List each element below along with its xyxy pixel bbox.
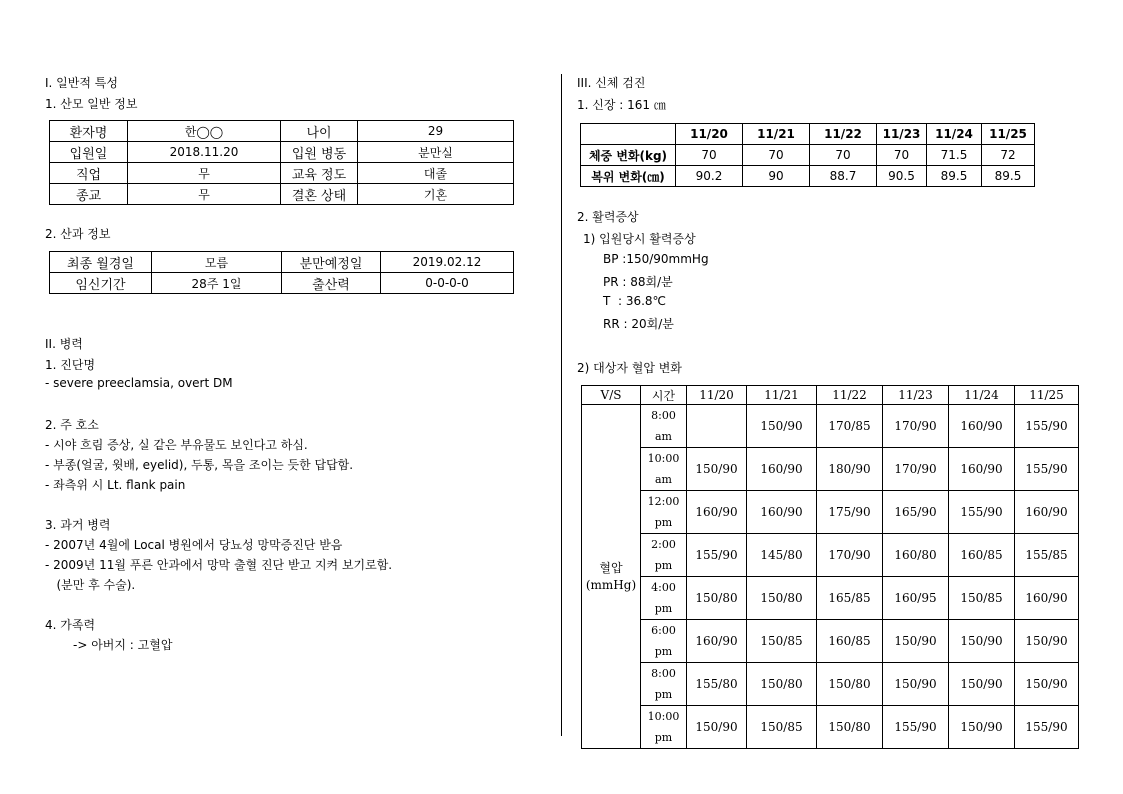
bp-row-header: 혈압 (mmHg) — [582, 405, 641, 749]
obstetric-info-title: 2. 산과 정보 — [45, 227, 111, 241]
bp-value: 150/90 — [1015, 620, 1079, 663]
table-row — [50, 163, 514, 184]
measure-value: 89.5 — [927, 166, 982, 187]
table-row — [582, 448, 1079, 491]
bp-value: 155/90 — [883, 706, 949, 749]
bp-value: 150/90 — [949, 620, 1015, 663]
date-header: 11/24 — [949, 386, 1015, 405]
bp-value: 150/85 — [747, 620, 817, 663]
field-value: 한◯◯ — [128, 121, 281, 142]
field-label: 결혼 상태 — [281, 184, 358, 205]
row-label: 체중 변화(kg) — [581, 145, 676, 166]
bp-value: 155/90 — [1015, 706, 1079, 749]
bp-value: 155/90 — [949, 491, 1015, 534]
time-cell: 8:00 am — [641, 405, 687, 448]
measure-value: 90.5 — [877, 166, 927, 187]
row-label: 복위 변화(㎝) — [581, 166, 676, 187]
bp-value: 150/80 — [747, 663, 817, 706]
bp-value: 150/90 — [747, 405, 817, 448]
field-label: 입원일 — [50, 142, 128, 163]
bp-value: 150/80 — [817, 706, 883, 749]
chief-complaint-line: - 시야 흐림 증상, 실 같은 부유물도 보인다고 하심. — [45, 438, 308, 452]
table-row — [582, 620, 1079, 663]
measure-value: 70 — [810, 145, 877, 166]
date-header: 11/25 — [982, 124, 1035, 145]
field-label: 나이 — [281, 121, 358, 142]
bp-value: 160/85 — [949, 534, 1015, 577]
date-header: 11/22 — [817, 386, 883, 405]
time-cell: 10:00 am — [641, 448, 687, 491]
date-header: 11/23 — [883, 386, 949, 405]
past-history-line: - 2007년 4월에 Local 병원에서 당뇨성 망막증진단 받음 — [45, 538, 343, 552]
table-row — [582, 663, 1079, 706]
chief-complaint-title: 2. 주 호소 — [45, 418, 99, 432]
time-cell: 6:00 pm — [641, 620, 687, 663]
measure-value: 90 — [743, 166, 810, 187]
column-divider — [561, 74, 562, 736]
date-header: 11/24 — [927, 124, 982, 145]
past-history-line: (분만 후 수술). — [45, 578, 136, 592]
time-cell: 12:00 pm — [641, 491, 687, 534]
date-header: 11/21 — [747, 386, 817, 405]
table-row — [581, 145, 1035, 166]
field-label: 분만예정일 — [282, 252, 381, 273]
date-header: 11/22 — [810, 124, 877, 145]
diagnosis-title: 1. 진단명 — [45, 358, 96, 372]
bp-table — [581, 385, 1079, 749]
time-cell: 4:00 pm — [641, 577, 687, 620]
section-3-title: III. 신체 검진 — [577, 76, 646, 90]
family-history-line: -> 아버지 : 고혈압 — [73, 638, 173, 652]
measure-value: 70 — [877, 145, 927, 166]
time-cell: 10:00 pm — [641, 706, 687, 749]
bp-value: 180/90 — [817, 448, 883, 491]
table-row — [582, 405, 1079, 448]
field-value: 2018.11.20 — [128, 142, 281, 163]
bp-value: 150/90 — [949, 663, 1015, 706]
measure-value: 89.5 — [982, 166, 1035, 187]
field-value: 무 — [128, 163, 281, 184]
bp-value: 150/90 — [949, 706, 1015, 749]
bp-value: 150/90 — [687, 448, 747, 491]
bp-change-title: 2) 대상자 혈압 변화 — [577, 361, 682, 375]
bp-value: 170/90 — [883, 405, 949, 448]
family-history-title: 4. 가족력 — [45, 618, 96, 632]
height-line: 1. 신장 : 161 ㎝ — [577, 98, 666, 112]
measure-value: 71.5 — [927, 145, 982, 166]
date-header: 11/20 — [687, 386, 747, 405]
field-label: 입원 병동 — [281, 142, 358, 163]
table-row — [50, 142, 514, 163]
measure-value: 70 — [743, 145, 810, 166]
bp-value: 165/85 — [817, 577, 883, 620]
field-label: 최종 월경일 — [50, 252, 152, 273]
bp-value: 150/90 — [883, 663, 949, 706]
bp-value: 160/90 — [1015, 577, 1079, 620]
obstetric-info-table — [49, 251, 514, 294]
measure-value: 88.7 — [810, 166, 877, 187]
section-2-title: II. 병력 — [45, 337, 83, 351]
vital-line: RR : 20회/분 — [603, 317, 674, 331]
time-cell: 8:00 pm — [641, 663, 687, 706]
field-value: 분만실 — [358, 142, 514, 163]
bp-value: 170/90 — [817, 534, 883, 577]
field-value: 28주 1일 — [152, 273, 282, 294]
bp-value: 150/85 — [747, 706, 817, 749]
field-value: 모름 — [152, 252, 282, 273]
bp-value: 160/90 — [1015, 491, 1079, 534]
bp-value: 170/85 — [817, 405, 883, 448]
table-row — [50, 184, 514, 205]
field-value: 0-0-0-0 — [381, 273, 514, 294]
time-header: 시간 — [641, 386, 687, 405]
header-row — [582, 386, 1079, 405]
date-header: 11/23 — [877, 124, 927, 145]
bp-value: 145/80 — [747, 534, 817, 577]
table-row — [50, 121, 514, 142]
bp-value: 175/90 — [817, 491, 883, 534]
bp-value: 150/80 — [747, 577, 817, 620]
table-row — [50, 273, 514, 294]
table-row — [582, 577, 1079, 620]
bp-value: 155/90 — [1015, 448, 1079, 491]
bp-value: 160/80 — [883, 534, 949, 577]
table-row — [582, 706, 1079, 749]
table-row — [50, 252, 514, 273]
vital-line: T : 36.8℃ — [603, 294, 667, 308]
bp-value: 160/90 — [687, 491, 747, 534]
field-label: 종교 — [50, 184, 128, 205]
bp-value: 150/90 — [1015, 663, 1079, 706]
field-value: 무 — [128, 184, 281, 205]
table-row — [581, 166, 1035, 187]
body-measure-table — [580, 123, 1035, 187]
vitals-title: 2. 활력증상 — [577, 210, 639, 224]
vital-line: PR : 88회/분 — [603, 275, 673, 289]
field-label: 직업 — [50, 163, 128, 184]
bp-value: 160/90 — [747, 491, 817, 534]
chief-complaint-line: - 좌측위 시 Lt. flank pain — [45, 478, 186, 492]
field-value: 2019.02.12 — [381, 252, 514, 273]
vitals-admission-title: 1) 입원당시 활력증상 — [583, 232, 696, 246]
field-label: 임신기간 — [50, 273, 152, 294]
field-value: 대졸 — [358, 163, 514, 184]
date-header: 11/25 — [1015, 386, 1079, 405]
bp-value: 155/80 — [687, 663, 747, 706]
bp-value — [687, 405, 747, 448]
table-row — [582, 534, 1079, 577]
field-label: 교육 정도 — [281, 163, 358, 184]
field-value: 29 — [358, 121, 514, 142]
table-row — [582, 491, 1079, 534]
bp-value: 150/85 — [949, 577, 1015, 620]
bp-value: 170/90 — [883, 448, 949, 491]
header-row — [581, 124, 1035, 145]
bp-value: 150/80 — [687, 577, 747, 620]
general-info-title: 1. 산모 일반 정보 — [45, 97, 138, 111]
date-header: 11/21 — [743, 124, 810, 145]
bp-value: 150/90 — [687, 706, 747, 749]
past-history-title: 3. 과거 병력 — [45, 518, 111, 532]
past-history-line: - 2009년 11월 푸른 안과에서 망막 출혈 진단 받고 지켜 보기로함. — [45, 558, 393, 572]
bp-value: 160/90 — [747, 448, 817, 491]
section-1-title: I. 일반적 특성 — [45, 76, 118, 90]
bp-value: 160/85 — [817, 620, 883, 663]
empty-cell — [581, 124, 676, 145]
bp-value: 155/90 — [687, 534, 747, 577]
bp-value: 160/90 — [949, 405, 1015, 448]
vs-header: V/S — [582, 386, 641, 405]
bp-value: 150/80 — [817, 663, 883, 706]
time-cell: 2:00 pm — [641, 534, 687, 577]
measure-value: 70 — [676, 145, 743, 166]
bp-value: 150/90 — [883, 620, 949, 663]
measure-value: 90.2 — [676, 166, 743, 187]
field-value: 기혼 — [358, 184, 514, 205]
chief-complaint-line: - 부종(얼굴, 윗배, eyelid), 두통, 목을 조이는 듯한 답답함. — [45, 458, 354, 472]
field-label: 출산력 — [282, 273, 381, 294]
bp-value: 160/90 — [949, 448, 1015, 491]
bp-value: 165/90 — [883, 491, 949, 534]
bp-value: 155/90 — [1015, 405, 1079, 448]
field-label: 환자명 — [50, 121, 128, 142]
general-info-table — [49, 120, 514, 205]
date-header: 11/20 — [676, 124, 743, 145]
diagnosis-line: - severe preeclamsia, overt DM — [45, 376, 233, 390]
vital-line: BP :150/90mmHg — [603, 252, 709, 266]
bp-value: 160/95 — [883, 577, 949, 620]
bp-value: 160/90 — [687, 620, 747, 663]
bp-value: 155/85 — [1015, 534, 1079, 577]
measure-value: 72 — [982, 145, 1035, 166]
